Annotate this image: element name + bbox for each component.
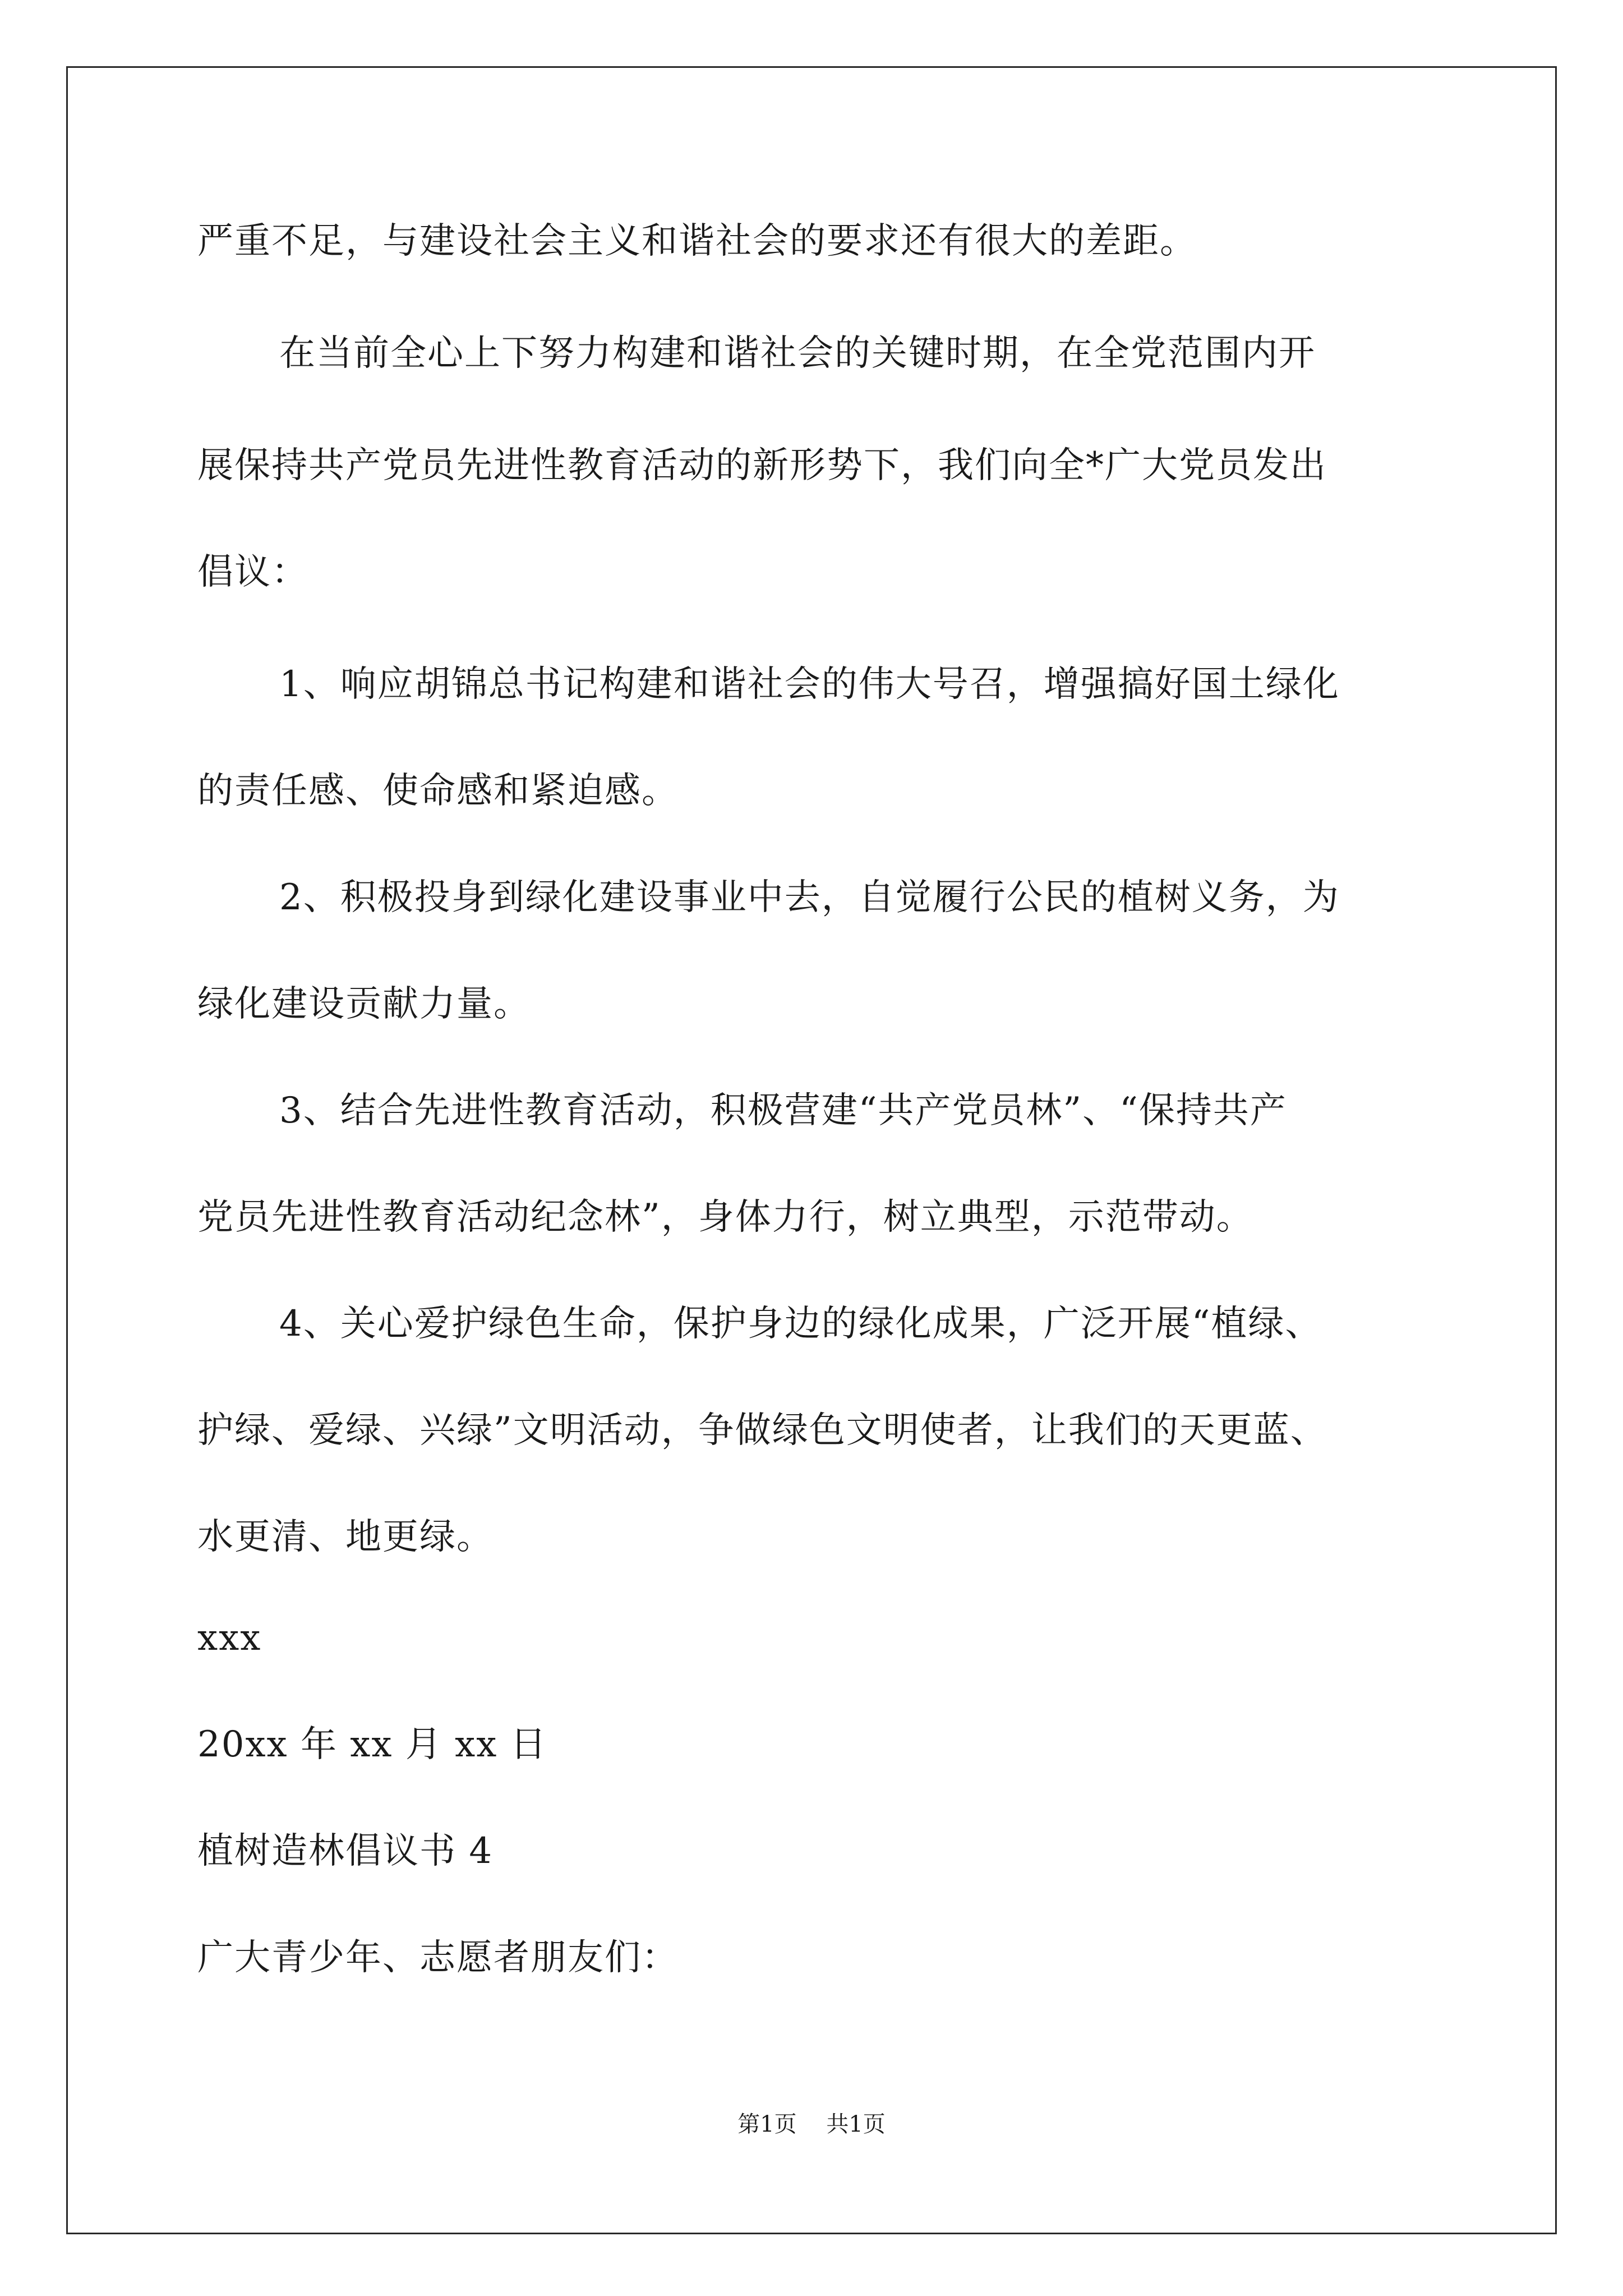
page-total: 共1页 [826, 2111, 886, 2137]
section-title: 植树造林倡议书 4 [197, 1830, 494, 1872]
page-footer [0, 2110, 1623, 2138]
paragraph-start: 在当前全心上下努力构建和谐社会的关键时期，在全党范围内开 [279, 333, 1316, 374]
text-line: 水更清、地更绿。 [197, 1516, 494, 1558]
page-number: 第1页 [737, 2111, 797, 2137]
signature: xxx [197, 1617, 262, 1659]
text-line: 绿化建设贡献力量。 [197, 983, 531, 1025]
list-item-3: 3、结合先进性教育活动，积极营建“共产党员林”、“保持共产 [279, 1090, 1287, 1131]
page-border [66, 66, 1557, 2234]
salutation: 广大青少年、志愿者朋友们： [197, 1937, 679, 1978]
list-item-2: 2、积极投身到绿化建设事业中去，自觉履行公民的植树义务，为 [279, 877, 1340, 918]
text-line: 严重不足，与建设社会主义和谐社会的要求还有很大的差距。 [197, 220, 1197, 262]
text-line: 护绿、爱绿、兴绿”文明活动，争做绿色文明使者，让我们的天更蓝、 [197, 1410, 1327, 1451]
text-line: 的责任感、使命感和紧迫感。 [197, 770, 679, 812]
date-line: 20xx 年 xx 月 xx 日 [197, 1724, 547, 1765]
text-line: 倡议： [197, 551, 308, 593]
text-line: 展保持共产党员先进性教育活动的新形势下，我们向全*广大党员发出 [197, 445, 1327, 486]
list-item-1: 1、响应胡锦总书记构建和谐社会的伟大号召，增强搞好国土绿化 [279, 664, 1340, 705]
list-item-4: 4、关心爱护绿色生命，保护身边的绿化成果，广泛开展“植绿、 [279, 1303, 1322, 1345]
text-line: 党员先进性教育活动纪念林”，身体力行，树立典型，示范带动。 [197, 1197, 1253, 1238]
